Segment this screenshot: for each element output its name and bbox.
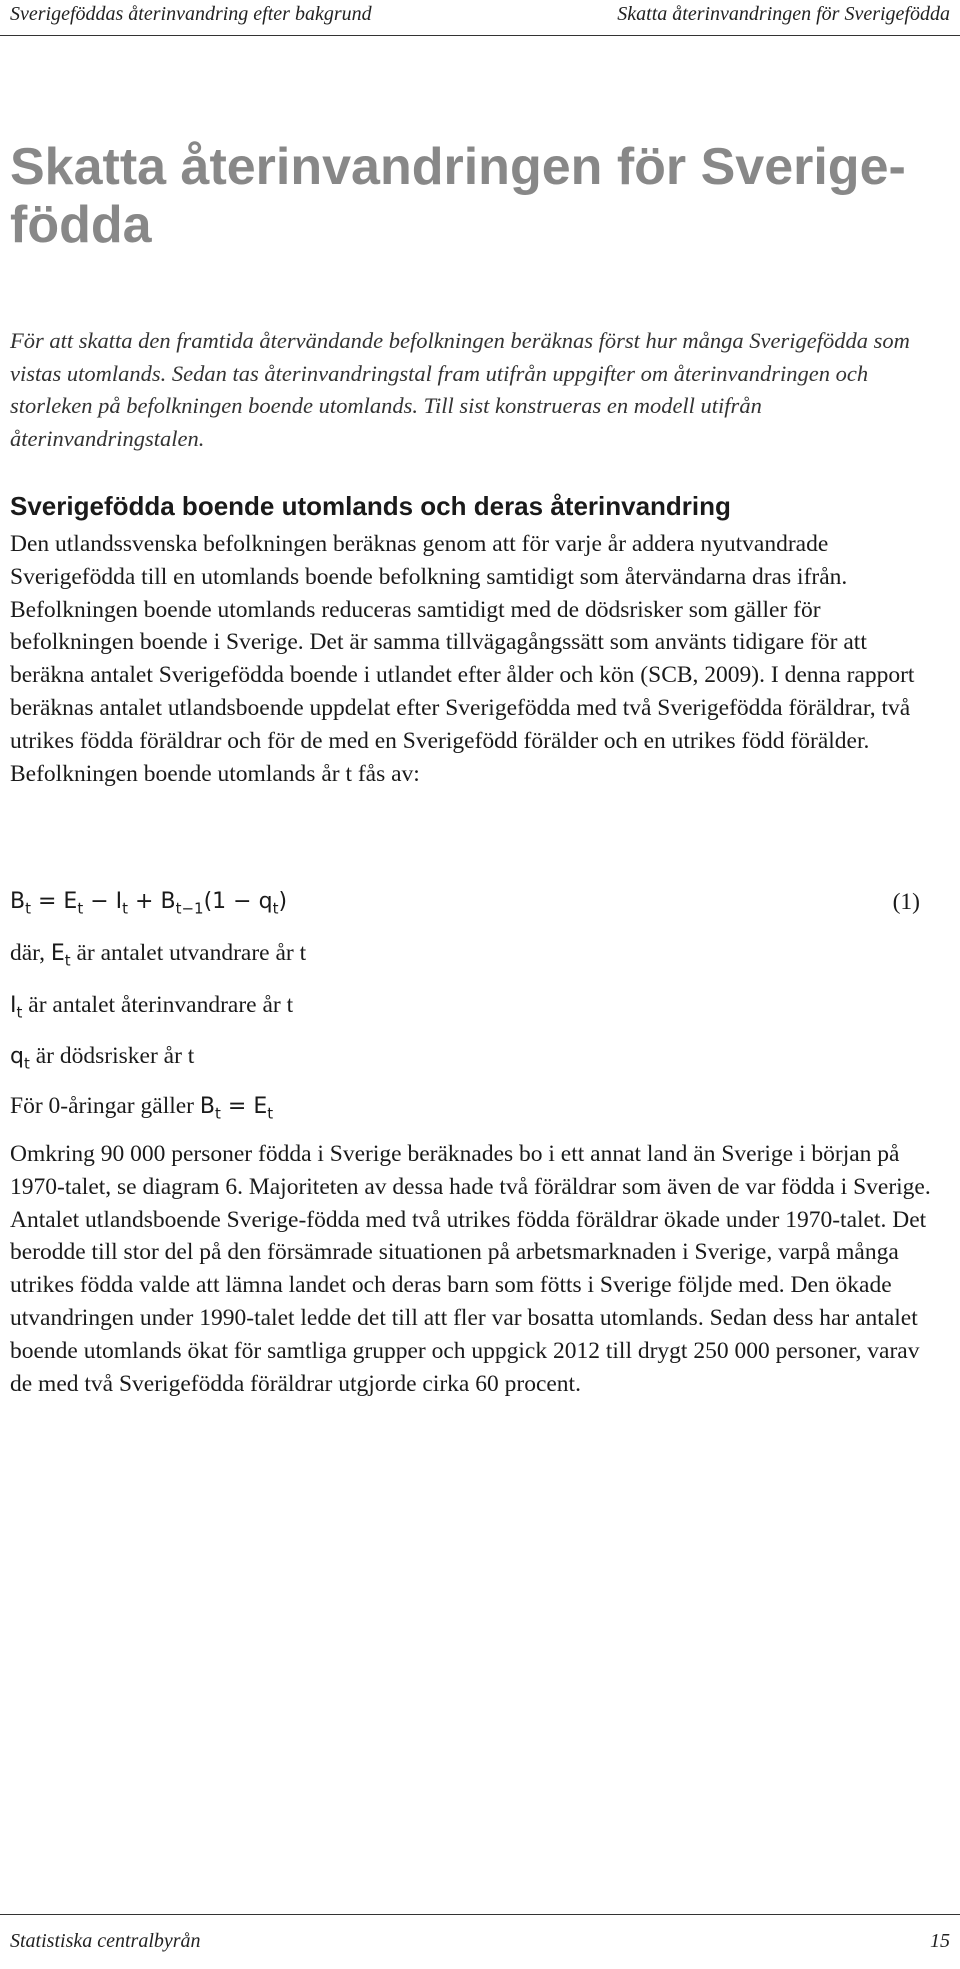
definition-I: $I_t$ är antalet återinvandrare år t [10, 992, 294, 1022]
running-header [10, 0, 950, 28]
footer-divider [0, 1914, 960, 1915]
page-number: 15 [930, 1930, 950, 1952]
header-left-text: Sverigeföddas återinvandring efter bakgrund [10, 2, 372, 25]
equation-1 [10, 886, 920, 924]
header-divider [0, 35, 960, 36]
intro-paragraph: För att skatta den framtida återvändande befolkningen beräknas först hur många Sverigefödda som vistas utomlands. Sedan tas återinvandringstal fram utifrån uppgifter om återinvandringen och storleken på befolkningen boende utomlands. Till sist konstrueras en modell utifrån återinvandringstalen. [10, 328, 910, 451]
equation-number: (1) [892, 889, 920, 915]
running-footer [10, 1930, 950, 1953]
definition-E: där, $E_t$ är antalet utvandrare år t [10, 940, 307, 970]
header-right-text: Skatta återinvandringen för Sverigefödda [617, 2, 950, 25]
definition-q: $q_t$ är dödsrisker år t [10, 1043, 195, 1073]
footer-publisher: Statistiska centralbyrån [10, 1930, 201, 1952]
page-title: Skatta återinvandringen för Sverige-födda [10, 138, 906, 254]
equation-formula: $B_t = E_t - I_t + B_{t-1}(1 - q_t)$ [10, 889, 288, 918]
section-heading: Sverigefödda boende utomlands och deras återinvandring [10, 491, 731, 521]
definition-zero-year-olds: För 0-åringar gäller $B_t = E_t$ [10, 1093, 274, 1123]
body-paragraph-2: Omkring 90 000 personer födda i Sverige beräknades bo i ett annat land än Sverige i början på 1970-talet, se diagram 6. Majoriteten av dessa hade två föräldrar som även de var födda i Sverige. Antalet utlandsboende Sverige-födda med två utrikes födda föräldrar ökade under 1970-talet. Det berodde till stor del på den försämrade situationen på arbetsmarknaden i Sverige, varpå många utrikes födda valde att lämna landet och deras barn som fötts i Sverige följde med. Den ökade utvandringen under 1990-talet ledde det till att fler var bosatta utomlands. Sedan dess har antalet boende utomlands ökat för samtliga grupper och uppgick 2012 till drygt 250 000 personer, varav de med två Sverigefödda föräldrar utgjorde cirka 60 procent. [10, 1141, 931, 1397]
body-paragraph-1: Den utlandssvenska befolkningen beräknas genom att för varje år addera nyutvandrade Sverigefödda till en utomlands boende befolkning samtidigt som återvändarna dras ifrån. Befolkningen boende utomlands reduceras samtidigt med de dödsrisker som gäller för befolkningen boende i Sverige. Det är samma tillvägagångssätt som använts tidigare för att beräkna antalet Sverigefödda boende i utlandet efter ålder och kön (SCB, 2009). I denna rapport beräknas antalet utlandsboende uppdelat efter Sverigefödda med två Sverigefödda föräldrar, två utrikes födda föräldrar och för de med en Sverigefödd förälder och en utrikes född förälder. Befolkningen boende utomlands år t fås av: [10, 531, 915, 787]
